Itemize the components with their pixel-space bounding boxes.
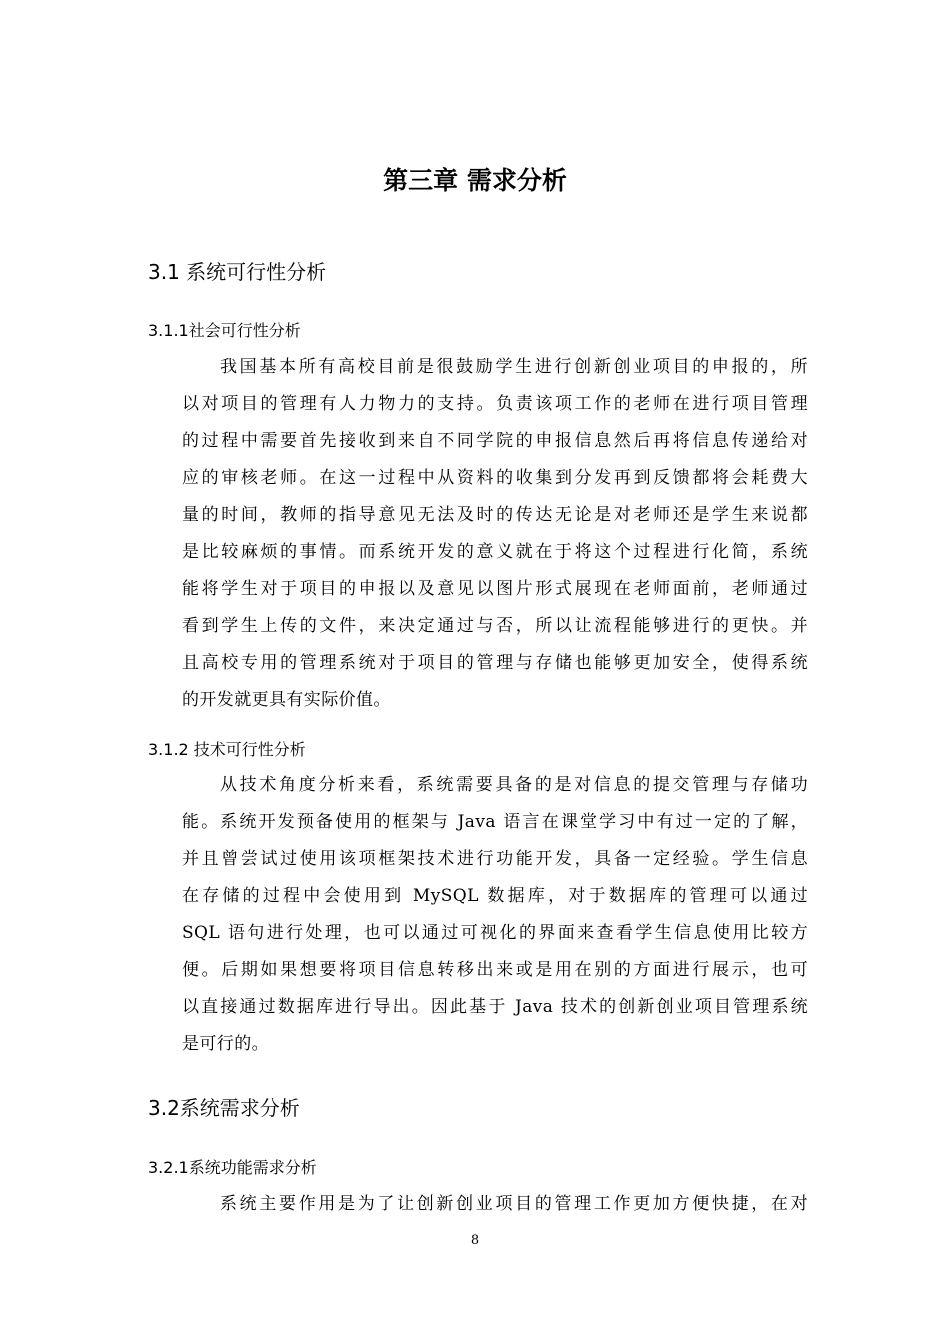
paragraph-line: SQL 语句进行处理，也可以通过可视化的界面来查看学生信息使用比较方 bbox=[182, 923, 808, 943]
paragraph-line: 便。后期如果想要将项目信息转移出来或是用在别的方面进行展示，也可 bbox=[182, 960, 808, 980]
paragraph-line: 且高校专用的管理系统对于项目的管理与存储也能够更加安全，使得系统 bbox=[182, 653, 808, 673]
page-number: 8 bbox=[470, 1233, 480, 1248]
paragraph-line: 的开发就更具有实际价值。 bbox=[182, 690, 391, 710]
subsection-heading-3-1-2: 3.1.2 技术可行性分析 bbox=[148, 740, 306, 759]
paragraph-functional-requirements bbox=[182, 1186, 808, 1223]
paragraph-line: 的过程中需要首先接收到来自不同学院的申报信息然后再将信息传递给对 bbox=[182, 431, 808, 451]
paragraph-social-feasibility bbox=[182, 349, 808, 719]
subsection-heading-3-1-1: 3.1.1社会可行性分析 bbox=[148, 321, 301, 340]
paragraph-line: 看到学生上传的文件，来决定通过与否，所以让流程能够进行的更快。并 bbox=[182, 616, 808, 636]
paragraph-technical-feasibility bbox=[182, 767, 808, 1063]
paragraph-line: 应的审核老师。在这一过程中从资料的收集到分发再到反馈都将会耗费大 bbox=[182, 468, 808, 488]
paragraph-line: 是比较麻烦的事情。而系统开发的意义就在于将这个过程进行化简，系统 bbox=[182, 542, 808, 562]
paragraph-line: 从技术角度分析来看，系统需要具备的是对信息的提交管理与存储功 bbox=[220, 775, 808, 795]
paragraph-line: 在存储的过程中会使用到 MySQL 数据库，对于数据库的管理可以通过 bbox=[182, 886, 808, 906]
paragraph-line: 我国基本所有高校目前是很鼓励学生进行创新创业项目的申报的，所 bbox=[220, 357, 808, 377]
paragraph-line: 量的时间，教师的指导意见无法及时的传达无论是对老师还是学生来说都 bbox=[182, 505, 808, 525]
chapter-title: 第三章 需求分析 bbox=[383, 166, 567, 195]
paragraph-line: 以直接通过数据库进行导出。因此基于 Java 技术的创新创业项目管理系统 bbox=[182, 997, 808, 1017]
paragraph-line: 是可行的。 bbox=[182, 1034, 269, 1054]
paragraph-line: 能。系统开发预备使用的框架与 Java 语言在课堂学习中有过一定的了解， bbox=[182, 812, 808, 832]
paragraph-line: 以对项目的管理有人力物力的支持。负责该项工作的老师在进行项目管理 bbox=[182, 394, 808, 414]
section-heading-3-2: 3.2系统需求分析 bbox=[148, 1096, 300, 1120]
paragraph-line: 并且曾尝试过使用该项框架技术进行功能开发，具备一定经验。学生信息 bbox=[182, 849, 808, 869]
subsection-heading-3-2-1: 3.2.1系统功能需求分析 bbox=[148, 1158, 317, 1177]
paragraph-line: 能将学生对于项目的申报以及意见以图片形式展现在老师面前，老师通过 bbox=[182, 579, 808, 599]
section-heading-3-1: 3.1 系统可行性分析 bbox=[148, 260, 327, 284]
paragraph-line: 系统主要作用是为了让创新创业项目的管理工作更加方便快捷，在对 bbox=[220, 1194, 808, 1214]
